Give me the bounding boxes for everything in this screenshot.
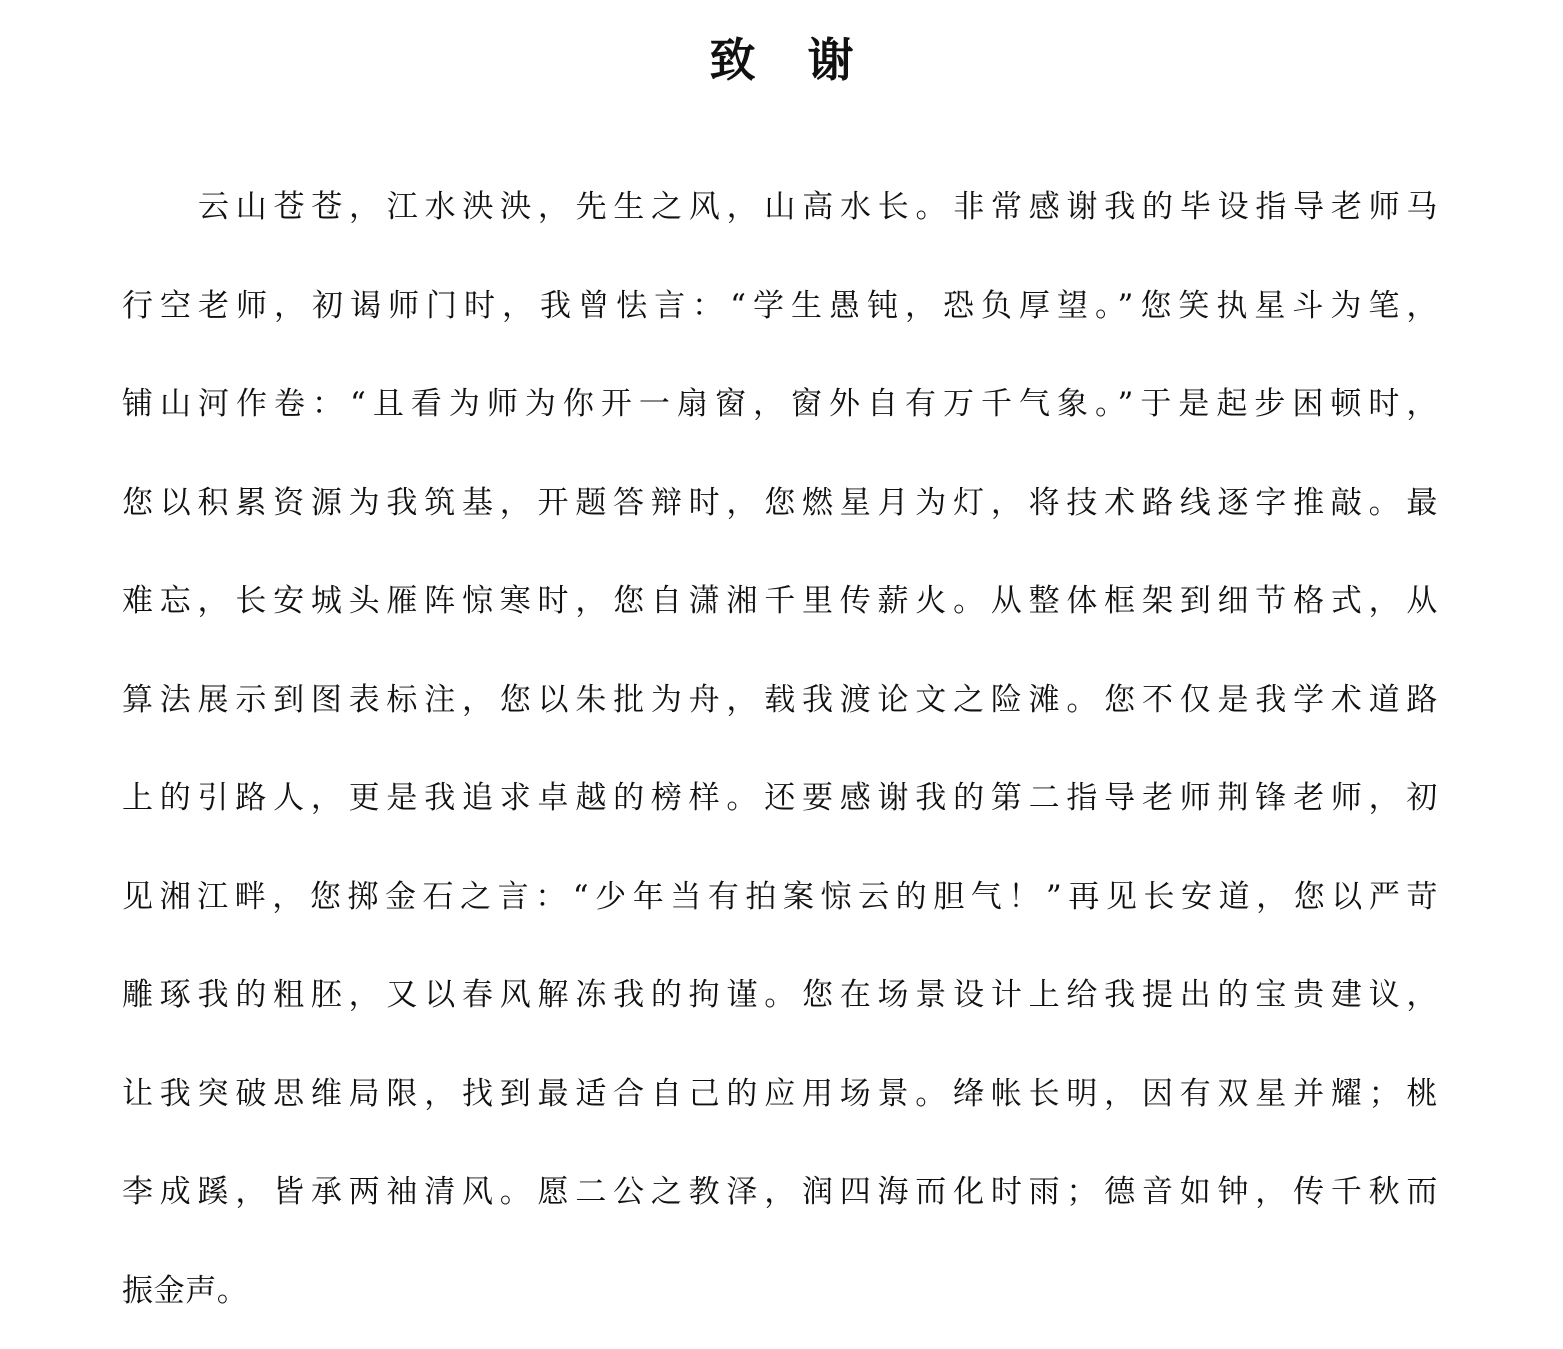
- paragraph-line-4: 您以积累资源为我筑基，开题答辩时，您燃星月为灯，将技术路线逐字推敲。最: [122, 484, 1438, 521]
- paragraph-line-9: 雕琢我的粗胚，又以春风解冻我的拘谨。您在场景设计上给我提出的宝贵建议，: [122, 977, 1438, 1013]
- page-title: [0, 26, 1563, 94]
- paragraph-line-8: 见湘江畔，您掷金石之言：“少年当有拍案惊云的胆气！”再见长安道，您以严苛: [122, 878, 1438, 915]
- paragraph-line-2: 行空老师，初谒师门时，我曾怯言：“学生愚钝，恐负厚望。”您笑执星斗为笔，: [122, 287, 1438, 324]
- title-char-1: 致: [709, 33, 756, 87]
- paragraph-line-10: 让我突破思维局限，找到最适合自己的应用场景。绛帐长明，因有双星并耀；桃: [122, 1075, 1438, 1112]
- paragraph-line-6: 算法展示到图表标注，您以朱批为舟，载我渡论文之险滩。您不仅是我学术道路: [122, 681, 1438, 718]
- paragraph-line-12: 振金声。: [122, 1272, 249, 1309]
- acknowledgement-paragraph: [122, 158, 1438, 1340]
- paragraph-line-1: 云山苍苍，江水泱泱，先生之风，山高水长。非常感谢我的毕设指导老师马: [198, 189, 1438, 225]
- paragraph-line-7: 上的引路人，更是我追求卓越的榜样。还要感谢我的第二指导老师荆锋老师，初: [122, 780, 1438, 816]
- paragraph-line-5: 难忘，长安城头雁阵惊寒时，您自潇湘千里传薪火。从整体框架到细节格式，从: [122, 583, 1438, 619]
- title-char-2: 谢: [807, 33, 854, 87]
- paragraph-line-3: 铺山河作卷：“且看为师为你开一扇窗，窗外自有万千气象。”于是起步困顿时，: [122, 386, 1438, 422]
- paragraph-line-11: 李成蹊，皆承两袖清风。愿二公之教泽，润四海而化时雨；德音如钟，传千秋而: [122, 1174, 1438, 1210]
